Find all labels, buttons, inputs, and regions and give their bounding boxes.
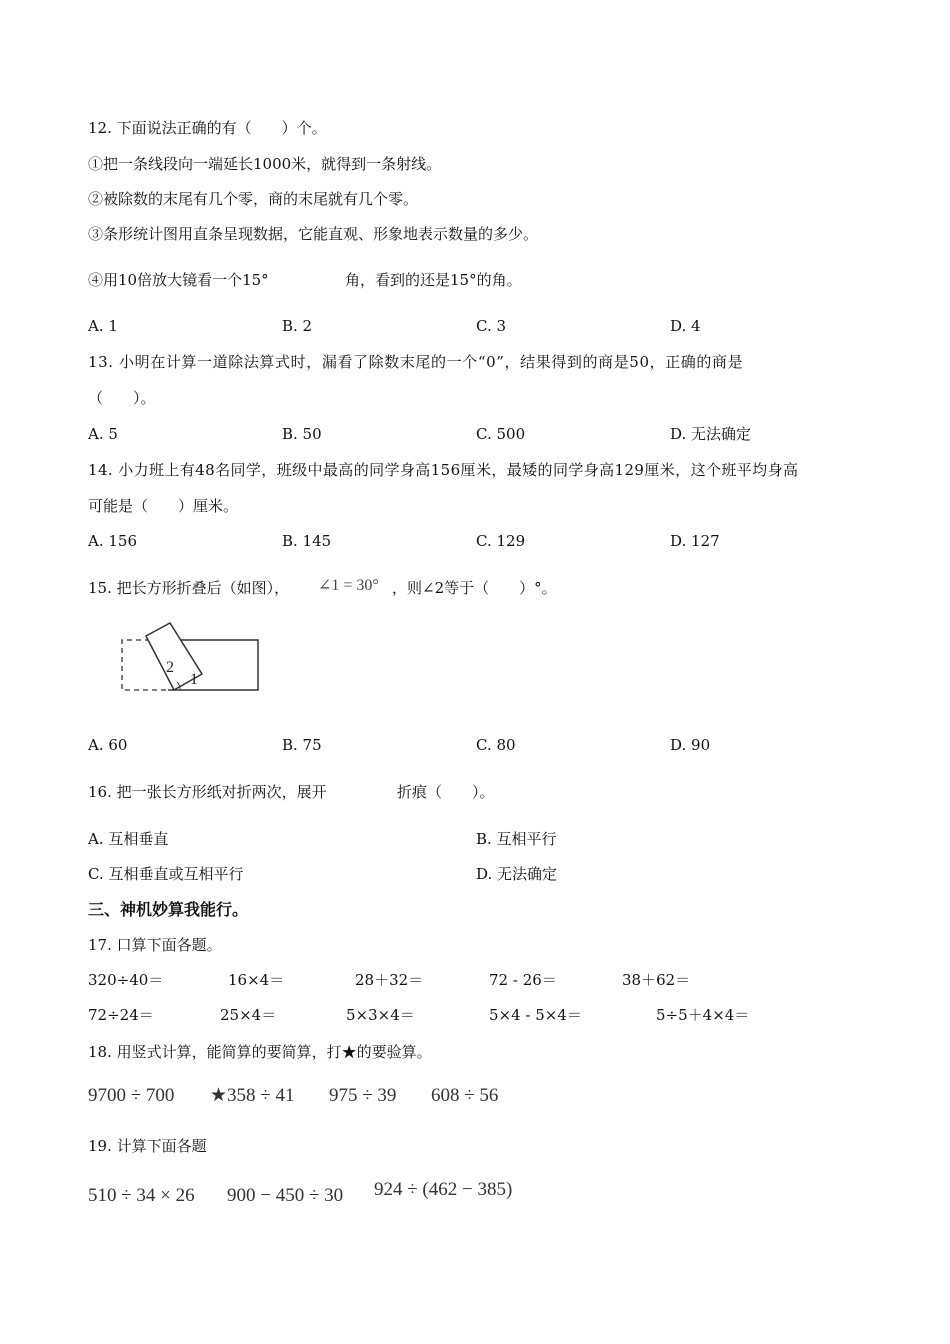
q13-stem-2: （ ）。 bbox=[88, 389, 156, 407]
q13-option-a: A. 5 bbox=[88, 425, 118, 443]
q14-option-d: D. 127 bbox=[670, 532, 720, 550]
figure-label-2: 2 bbox=[166, 659, 174, 676]
q15-option-b: B. 75 bbox=[282, 736, 322, 754]
q13-option-c: C. 500 bbox=[476, 425, 526, 443]
q13-option-b: B. 50 bbox=[282, 425, 322, 443]
q16-option-d: D. 无法确定 bbox=[476, 865, 558, 883]
q12-option-b: B. 2 bbox=[282, 317, 313, 335]
oral-calc-item: 16×4＝ bbox=[228, 971, 285, 989]
folded-rectangle-figure bbox=[110, 620, 270, 700]
oral-calc-item: 28＋32＝ bbox=[355, 971, 424, 989]
q12-stem: 12. 下面说法正确的有（ ）个。 bbox=[88, 119, 327, 137]
section-heading: 三、神机妙算我能行。 bbox=[88, 900, 249, 919]
q15-option-c: C. 80 bbox=[476, 736, 516, 754]
q15-stem-a: 15. 把长方形折叠后（如图）， bbox=[88, 579, 290, 597]
q14-option-c: C. 129 bbox=[476, 532, 526, 550]
q12-statement-1: ①把一条线段向一端延长1000米，就得到一条射线。 bbox=[88, 155, 442, 173]
q12-statement-4b: 角，看到的还是15°的角。 bbox=[345, 271, 522, 289]
q12-option-d: D. 4 bbox=[670, 317, 701, 335]
q12-statement-4a: ④用10倍放大镜看一个15° bbox=[88, 271, 269, 289]
oral-calc-item: 5×3×4＝ bbox=[346, 1006, 415, 1024]
oral-calc-item: 5×4 - 5×4＝ bbox=[489, 1006, 582, 1024]
oral-calc-item: 72÷24＝ bbox=[88, 1006, 154, 1024]
q16-option-c: C. 互相垂直或互相平行 bbox=[88, 865, 244, 883]
oral-calc-item: 25×4＝ bbox=[220, 1006, 277, 1024]
q16-option-b: B. 互相平行 bbox=[476, 830, 557, 848]
mixed-calc-item: 510 ÷ 34 × 26 bbox=[88, 1185, 195, 1206]
q12-option-a: A. 1 bbox=[88, 317, 118, 335]
q19-stem: 19. 计算下面各题 bbox=[88, 1137, 207, 1155]
vertical-calc-item: 608 ÷ 56 bbox=[431, 1085, 499, 1106]
q12-option-c: C. 3 bbox=[476, 317, 507, 335]
q18-stem: 18. 用竖式计算，能简算的要简算，打★的要验算。 bbox=[88, 1043, 432, 1061]
q15-stem-b: ，则∠2等于（ ）°。 bbox=[392, 579, 557, 597]
oral-calc-item: 320÷40＝ bbox=[88, 971, 164, 989]
oral-calc-item: 72 - 26＝ bbox=[489, 971, 557, 989]
q14-stem-2: 可能是（ ）厘米。 bbox=[88, 497, 239, 515]
q15-option-a: A. 60 bbox=[88, 736, 128, 754]
oral-calc-item: 5÷5＋4×4＝ bbox=[656, 1006, 750, 1024]
q14-option-a: A. 156 bbox=[88, 532, 137, 550]
q16-stem-a: 16. 把一张长方形纸对折两次，展开 bbox=[88, 783, 327, 801]
figure-label-1: 1 bbox=[190, 671, 198, 688]
q15-option-d: D. 90 bbox=[670, 736, 711, 754]
vertical-calc-item-starred: ★358 ÷ 41 bbox=[210, 1085, 295, 1106]
mixed-calc-item: 924 ÷ (462 − 385) bbox=[374, 1179, 513, 1200]
q13-stem: 13. 小明在计算一道除法算式时，漏看了除数末尾的一个“0”，结果得到的商是50，正确的商是 bbox=[88, 353, 744, 371]
q12-statement-2: ②被除数的末尾有几个零，商的末尾就有几个零。 bbox=[88, 190, 419, 208]
q16-stem-b: 折痕（ ）。 bbox=[397, 783, 495, 801]
oral-calc-item: 38＋62＝ bbox=[622, 971, 691, 989]
q17-stem: 17. 口算下面各题。 bbox=[88, 936, 222, 954]
vertical-calc-item: 975 ÷ 39 bbox=[329, 1085, 397, 1106]
q15-angle-1: ∠1 = 30° bbox=[318, 577, 379, 594]
vertical-calc-item: 9700 ÷ 700 bbox=[88, 1085, 175, 1106]
q14-stem: 14. 小力班上有48名同学，班级中最高的同学身高156厘米，最矮的同学身高129厘米，这个班平均身高 bbox=[88, 461, 799, 479]
q12-statement-3: ③条形统计图用直条呈现数据，它能直观、形象地表示数量的多少。 bbox=[88, 225, 539, 243]
q16-option-a: A. 互相垂直 bbox=[88, 830, 169, 848]
q14-option-b: B. 145 bbox=[282, 532, 332, 550]
mixed-calc-item: 900 − 450 ÷ 30 bbox=[227, 1185, 344, 1206]
q13-option-d: D. 无法确定 bbox=[670, 425, 752, 443]
